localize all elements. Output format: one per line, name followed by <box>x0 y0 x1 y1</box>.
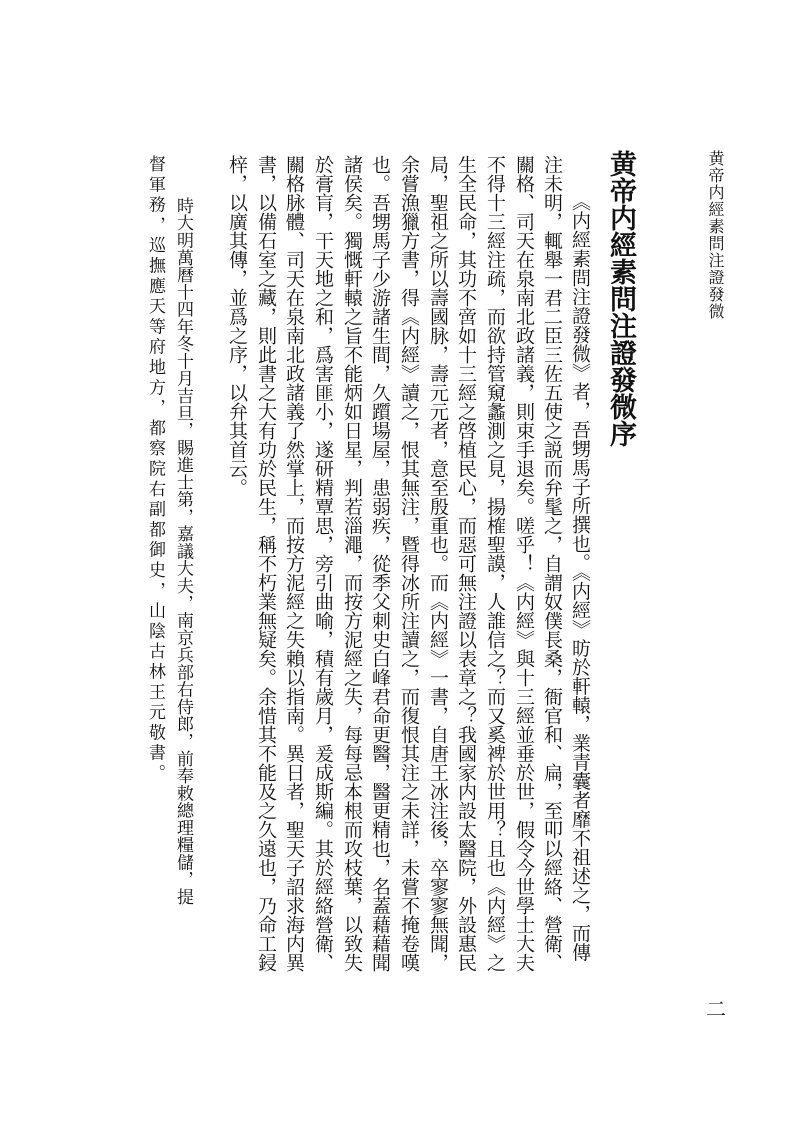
body-column: 局，聖祖之所以壽國脉，壽元元者，意至殷重也。而《内經》一書，自唐王冰注後，卒寥寥無聞， <box>427 155 449 972</box>
body-column: 梓，以廣其傳，並爲之序，以弁其首云。 <box>226 155 248 497</box>
running-header: 黄帝内經素問注證發微 <box>706 150 725 320</box>
body-column: 生全民命，其功不啻如十三經之啓植民心，而惡可無注證以表章之？我國家内設太醫院，外設惠民 <box>455 155 477 972</box>
body-column: 關格、司天在泉南北政諸義，則束手退矣。嗟乎！《内經》與十三經並垂於世，假令今世學士大夫 <box>513 155 535 972</box>
body-column: 於膏肓，干天地之和，爲害匪小，遂研精覃思，旁引曲喻，積有歲月，爰成斯編。其於經絡營衛、 <box>312 155 334 972</box>
body-column: 《内經素問注證發微》者，吾甥馬子所撰也。《内經》昉於軒轅，業青囊者靡不祖述之，而傳 <box>569 192 591 962</box>
body-column: 不得十三經注疏，而欲持管窺蠡測之見，揚榷聖謨，人誰信之？而又奚裨於世用？且也《内經》之 <box>484 155 506 972</box>
colophon-column: 督軍務，巡撫應天等府地方，都察院右副都御史，山陰古林王元敬書。 <box>145 155 165 785</box>
preface-title: 黄帝内經素問注證發微序 <box>605 150 636 447</box>
body-column: 余嘗漁獵方書，得《内經》讀之，恨其無注，暨得冰所注讀之，而復恨其注之未詳，未嘗不掩卷嘆 <box>398 155 420 972</box>
colophon-column: 時大明萬曆十四年冬十月吉旦，賜進士第，嘉議大夫，南京兵部右侍郎，前奉敕總理糧儲，提 <box>173 197 193 905</box>
body-column: 注未明，輒舉一君二臣三佐五使之説而弁髦之，自謂奴僕長桑，衙官和、扁，至叩以經絡、營衛、 <box>541 155 563 972</box>
body-column: 關格脉體、司天在泉南北政諸義了然掌上，而按方泥經之失賴以指南。異日者，聖天子詔求海内異 <box>283 155 305 972</box>
body-column: 書，以備石室之藏，則此書之大有功於民生，稱不朽業無疑矣。余惜其不能及之久遠也，乃命工鋟 <box>255 155 277 972</box>
body-column: 諸侯矣。獨慨軒轅之旨不能炳如日星，判若淄澠，而按方泥經之失，每每忌本根而攻枝葉，以致失 <box>341 155 363 972</box>
page-number: 二 <box>706 997 726 1021</box>
body-column: 也。吾甥馬子少游諸生間，久躓場屋，患弱疾，從季父刺史白峰君命更醫，醫更精也，名蓋藉藉聞 <box>369 155 391 972</box>
